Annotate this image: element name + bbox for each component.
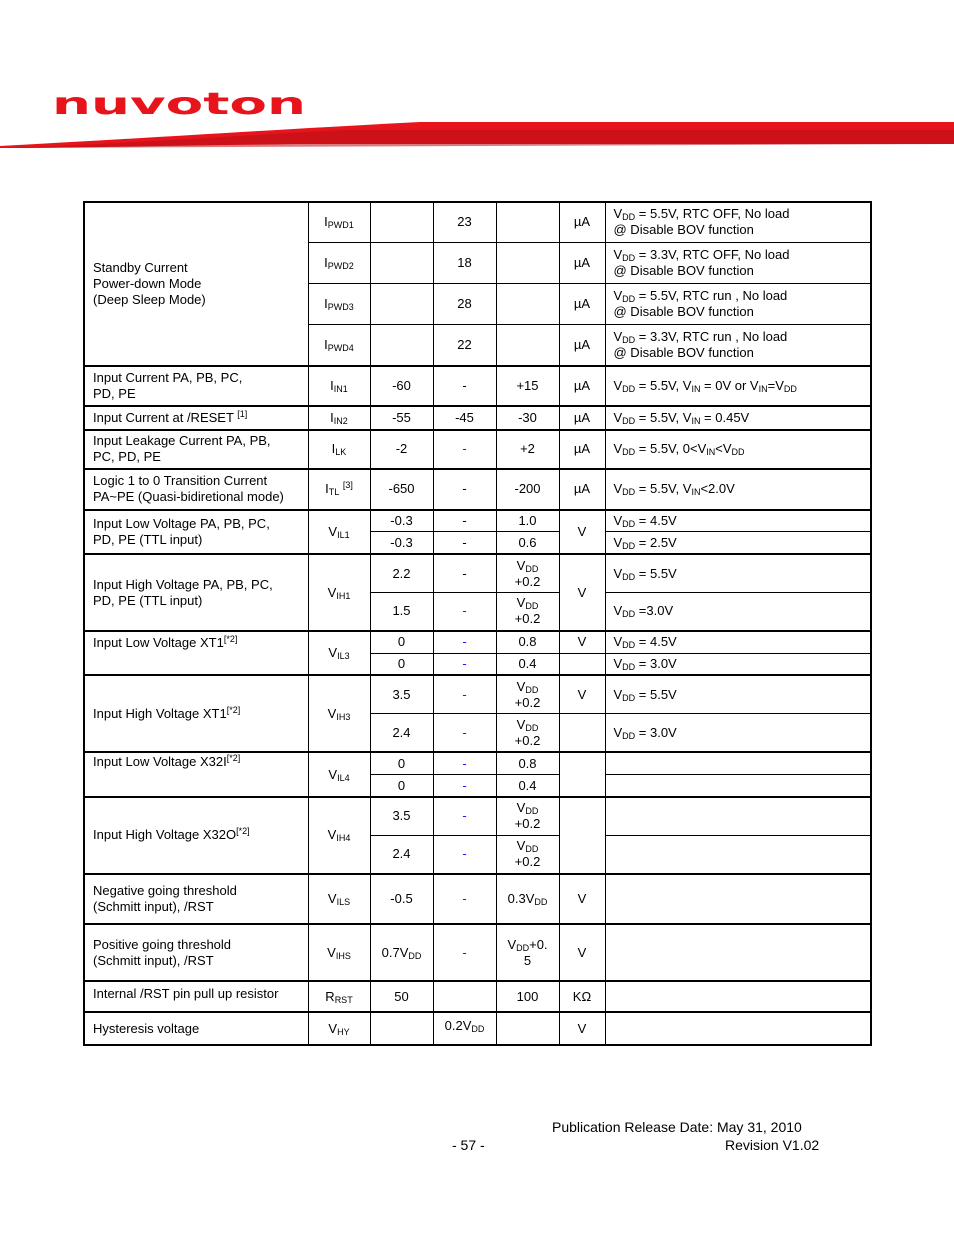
param-cell: Input High Voltage XT1[*2] <box>84 675 308 752</box>
table-row <box>84 510 871 532</box>
table-row <box>84 1012 871 1045</box>
table-row <box>84 675 871 713</box>
unit-cell <box>559 752 605 797</box>
symbol-cell: $V_{IL4}$ <box>308 752 370 797</box>
max-cell: 0.6 <box>496 532 559 554</box>
condition-cell <box>605 981 871 1012</box>
condition-cell: $V_{DD} =3.0V$ <box>605 593 871 631</box>
symbol-cell: $I_{PWD4}$ <box>308 324 370 365</box>
condition-cell <box>605 797 871 835</box>
max-cell: $V_{DD}$ +0.2 <box>496 797 559 835</box>
typ-cell: - <box>433 510 496 532</box>
max-cell: $0.3V_{DD}$ <box>496 874 559 925</box>
condition-cell: $V_{DD} = 5.5V$, $V_{IN} = 0V$ or $V_{IN}=V_{DD}$ <box>605 366 871 406</box>
min-cell: 0 <box>370 631 433 653</box>
typ-cell: - <box>433 469 496 509</box>
symbol-cell: $I_{IN1}$ <box>308 366 370 406</box>
unit-cell: µA <box>559 242 605 283</box>
param-cell: Internal /RST pin pull up resistor <box>84 981 308 1012</box>
unit-cell: µA <box>559 430 605 469</box>
typ-cell: - <box>433 924 496 981</box>
param-cell: Input Low Voltage X32I[*2] <box>84 752 308 797</box>
typ-cell: - <box>433 366 496 406</box>
min-cell <box>370 284 433 324</box>
typ-cell: -45 <box>433 406 496 429</box>
unit-cell: V <box>559 675 605 713</box>
symbol-cell: $I_{LK}$ <box>308 430 370 469</box>
param-cell: Input High Voltage PA, PB, PC, PD, PE (TTL input) <box>84 554 308 631</box>
condition-cell: $V_{DD} = 5.5V$, $V_{IN}<2.0V$ <box>605 469 871 509</box>
typ-cell: - <box>433 430 496 469</box>
unit-cell <box>559 797 605 874</box>
unit-cell: µA <box>559 324 605 365</box>
unit-cell: V <box>559 510 605 555</box>
param-cell: Input Leakage Current PA, PB, PC, PD, PE <box>84 430 308 469</box>
symbol-cell: $I_{IN2}$ <box>308 406 370 429</box>
symbol-cell: $V_{HY}$ <box>308 1012 370 1045</box>
max-cell: $V_{DD}+0$. 5 <box>496 924 559 981</box>
unit-cell: V <box>559 874 605 925</box>
typ-cell: 22 <box>433 324 496 365</box>
symbol-cell: $I_{PWD2}$ <box>308 242 370 283</box>
condition-cell <box>605 874 871 925</box>
max-cell <box>496 324 559 365</box>
max-cell <box>496 202 559 242</box>
table-row <box>84 406 871 429</box>
condition-cell <box>605 752 871 774</box>
min-cell: 2.2 <box>370 554 433 592</box>
revision: Revision V1.02 <box>725 1137 820 1153</box>
min-cell: -0.3 <box>370 532 433 554</box>
min-cell: 0 <box>370 653 433 675</box>
publication-date: Publication Release Date: May 31, 2010 <box>552 1119 802 1135</box>
typ-cell: - <box>433 593 496 631</box>
typ-cell: $0.2V_{DD}$ <box>433 1012 496 1045</box>
condition-cell: $V_{DD} = 3.0V$ <box>605 653 871 675</box>
symbol-cell: $V_{ILS}$ <box>308 874 370 925</box>
param-cell: Input Current at /RESET [1] <box>84 406 308 429</box>
typ-cell: 18 <box>433 242 496 283</box>
min-cell: 50 <box>370 981 433 1012</box>
condition-cell: $V_{DD} = 5.5V$, RTC OFF, No load @ Disable BOV function <box>605 202 871 242</box>
min-cell: -650 <box>370 469 433 509</box>
table-row <box>84 554 871 592</box>
typ-cell: - <box>433 775 496 797</box>
table-row <box>84 797 871 835</box>
table-row <box>84 366 871 406</box>
param-cell: Input Low Voltage XT1[*2] <box>84 631 308 676</box>
param-cell: Hysteresis voltage <box>84 1012 308 1045</box>
param-cell: Input High Voltage X32O[*2] <box>84 797 308 874</box>
table-row <box>84 752 871 774</box>
typ-cell: - <box>433 675 496 713</box>
max-cell: $V_{DD}$ +0.2 <box>496 593 559 631</box>
min-cell: 0 <box>370 752 433 774</box>
max-cell <box>496 284 559 324</box>
table-row <box>84 469 871 509</box>
max-cell: 1.0 <box>496 510 559 532</box>
min-cell <box>370 242 433 283</box>
typ-cell <box>433 981 496 1012</box>
max-cell: 0.4 <box>496 653 559 675</box>
min-cell: 0 <box>370 775 433 797</box>
min-cell: -60 <box>370 366 433 406</box>
condition-cell <box>605 924 871 981</box>
unit-cell <box>559 714 605 752</box>
max-cell: +2 <box>496 430 559 469</box>
table-row <box>84 924 871 981</box>
symbol-cell: $I_{PWD1}$ <box>308 202 370 242</box>
condition-cell: $V_{DD} = 4.5V$ <box>605 510 871 532</box>
param-cell: Input Current PA, PB, PC, PD, PE <box>84 366 308 406</box>
table-row <box>84 631 871 653</box>
max-cell: +15 <box>496 366 559 406</box>
typ-cell: - <box>433 653 496 675</box>
condition-cell: $V_{DD} = 3.3V$, RTC OFF, No load @ Disable BOV function <box>605 242 871 283</box>
min-cell: -2 <box>370 430 433 469</box>
condition-cell: $V_{DD} = 5.5V$, $V_{IN} = 0.45V$ <box>605 406 871 429</box>
condition-cell: $V_{DD} = 2.5V$ <box>605 532 871 554</box>
condition-cell <box>605 835 871 873</box>
max-cell <box>496 1012 559 1045</box>
unit-cell: µA <box>559 366 605 406</box>
max-cell: -200 <box>496 469 559 509</box>
typ-cell: - <box>433 631 496 653</box>
symbol-cell: $V_{IH4}$ <box>308 797 370 874</box>
min-cell: -0.3 <box>370 510 433 532</box>
symbol-cell: $V_{IL3}$ <box>308 631 370 676</box>
param-cell: Input Low Voltage PA, PB, PC, PD, PE (TTL input) <box>84 510 308 555</box>
min-cell: -55 <box>370 406 433 429</box>
page-number: - 57 - <box>452 1137 485 1153</box>
min-cell <box>370 1012 433 1045</box>
condition-cell: $V_{DD} = 3.0V$ <box>605 714 871 752</box>
typ-cell: - <box>433 714 496 752</box>
typ-cell: - <box>433 554 496 592</box>
max-cell: 0.8 <box>496 752 559 774</box>
max-cell: -30 <box>496 406 559 429</box>
symbol-cell: $V_{IH1}$ <box>308 554 370 631</box>
symbol-cell: $I_{TL}$ [3] <box>308 469 370 509</box>
param-cell: Positive going threshold (Schmitt input), /RST <box>84 924 308 981</box>
symbol-cell: $R_{RST}$ <box>308 981 370 1012</box>
unit-cell: KΩ <box>559 981 605 1012</box>
table-row <box>84 874 871 925</box>
min-cell: 3.5 <box>370 675 433 713</box>
unit-cell: V <box>559 924 605 981</box>
symbol-cell: $V_{IH3}$ <box>308 675 370 752</box>
max-cell: 0.4 <box>496 775 559 797</box>
unit-cell: µA <box>559 202 605 242</box>
param-cell: Negative going threshold (Schmitt input), /RST <box>84 874 308 925</box>
min-cell: 2.4 <box>370 835 433 873</box>
typ-cell: 28 <box>433 284 496 324</box>
min-cell: -0.5 <box>370 874 433 925</box>
max-cell <box>496 242 559 283</box>
table-row <box>84 430 871 469</box>
max-cell: $V_{DD}$ +0.2 <box>496 835 559 873</box>
typ-cell: 23 <box>433 202 496 242</box>
symbol-cell: $V_{IHS}$ <box>308 924 370 981</box>
condition-cell: $V_{DD} = 5.5V$, $0<V_{IN}<V_{DD}$ <box>605 430 871 469</box>
min-cell <box>370 202 433 242</box>
table-row <box>84 981 871 1012</box>
condition-cell: $V_{DD} = 4.5V$ <box>605 631 871 653</box>
min-cell: 3.5 <box>370 797 433 835</box>
unit-cell: µA <box>559 469 605 509</box>
dc-characteristics-table <box>83 201 872 1046</box>
unit-cell: V <box>559 1012 605 1045</box>
typ-cell: - <box>433 874 496 925</box>
unit-cell: µA <box>559 406 605 429</box>
condition-cell: $V_{DD} = 5.5V$ <box>605 554 871 592</box>
unit-cell: V <box>559 631 605 653</box>
logo-wordmark: nuvoton <box>52 92 306 116</box>
param-cell: Logic 1 to 0 Transition Current PA~PE (Quasi-bidiretional mode) <box>84 469 308 509</box>
max-cell: 0.8 <box>496 631 559 653</box>
param-standby-current: Standby Current Power-down Mode (Deep Sleep Mode) <box>84 202 308 366</box>
min-cell: $0.7V_{DD}$ <box>370 924 433 981</box>
typ-cell: - <box>433 835 496 873</box>
max-cell: $V_{DD}$ +0.2 <box>496 714 559 752</box>
unit-cell: V <box>559 554 605 631</box>
nuvoton-logo <box>52 92 308 116</box>
unit-cell <box>559 653 605 675</box>
min-cell: 2.4 <box>370 714 433 752</box>
condition-cell: $V_{DD} = 5.5V$ <box>605 675 871 713</box>
unit-cell: µA <box>559 284 605 324</box>
condition-cell <box>605 775 871 797</box>
table-row <box>84 202 871 242</box>
max-cell: $V_{DD}$ +0.2 <box>496 554 559 592</box>
typ-cell: - <box>433 752 496 774</box>
max-cell: 100 <box>496 981 559 1012</box>
header-band <box>0 118 954 148</box>
min-cell: 1.5 <box>370 593 433 631</box>
typ-cell: - <box>433 797 496 835</box>
condition-cell: $V_{DD} = 5.5V$, RTC run , No load @ Disable BOV function <box>605 284 871 324</box>
max-cell: $V_{DD}$ +0.2 <box>496 675 559 713</box>
symbol-cell: $V_{IL1}$ <box>308 510 370 555</box>
condition-cell: $V_{DD} = 3.3V$, RTC run , No load @ Disable BOV function <box>605 324 871 365</box>
condition-cell <box>605 1012 871 1045</box>
min-cell <box>370 324 433 365</box>
symbol-cell: $I_{PWD3}$ <box>308 284 370 324</box>
typ-cell: - <box>433 532 496 554</box>
